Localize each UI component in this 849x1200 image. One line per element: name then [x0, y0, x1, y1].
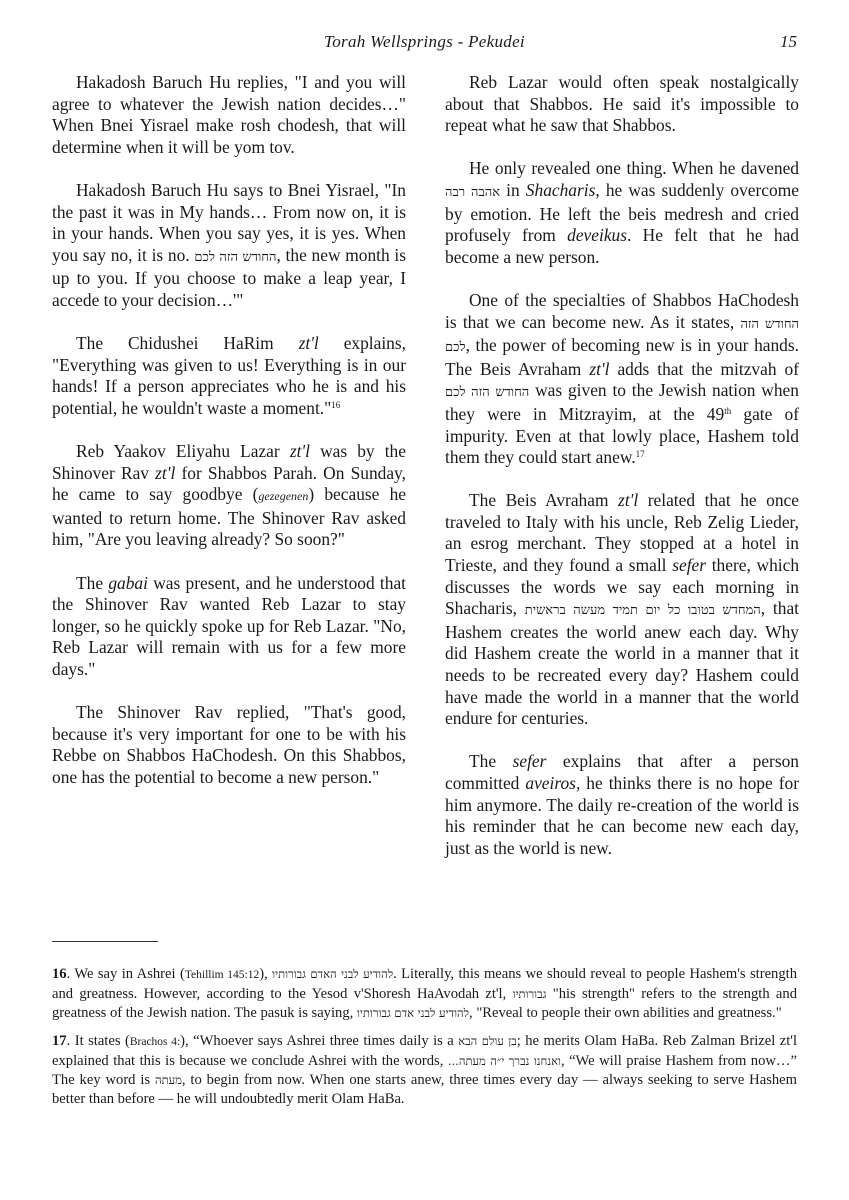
paragraph-text: The	[76, 572, 104, 593]
paragraph-text: adds that the mitzvah of	[617, 358, 799, 379]
footnote-text: "his strength" refers to the strength and greatness of the Jewish nation. The pasuk is saying,	[52, 986, 798, 1021]
hebrew-text: החודש הזה לכם	[194, 249, 277, 265]
honorific: zt'l	[289, 441, 310, 462]
paragraph-text: was given to the Jewish nation when they were in Mitzrayim, at the 49	[445, 380, 799, 424]
paragraph-text: explains that after a person committed	[445, 751, 799, 793]
italic-term: aveiros	[525, 773, 576, 793]
paragraph	[445, 158, 799, 268]
paragraph-text: ) because he wanted to return home. The Shinover Rav asked him, "Are you leaving already? So soon?"	[52, 484, 406, 550]
paragraph-text: The Beis Avraham	[469, 490, 609, 511]
paragraph	[52, 441, 406, 551]
paragraph-text: Hakadosh Baruch Hu says to Bnei Yisrael, "In the past it was in My hands… From now on, it is in your hands. When you say yes, it is yes. When you say no, it is no.	[52, 179, 406, 265]
honorific: zt'l	[618, 490, 639, 511]
honorific: zt'l	[298, 333, 319, 354]
footnote-17	[52, 1032, 797, 1109]
yiddish-term: gezegenen	[258, 489, 309, 504]
paragraph-text: , the power of becoming new is in your hands. The Beis Avraham	[445, 335, 799, 379]
hebrew-text: מעתה	[154, 1073, 182, 1087]
paragraph-text: Reb Lazar would often speak nostalgically about that Shabbos. He said it's impossible to repeat what he saw that Shabbos.	[445, 72, 799, 136]
italic-term: Shacharis	[525, 179, 596, 200]
hebrew-text: ואנחנו נברך י״ה מעתה...	[447, 1054, 561, 1068]
hebrew-text: אהבה רבה	[445, 184, 501, 200]
footnote-text: , "Reveal to people their own abilities and greatness."	[469, 1005, 782, 1021]
hebrew-text: המחדש בטובו כל יום תמיד מעשה בראשית	[524, 603, 761, 619]
paragraph-text: , that Hashem creates the world anew each day. Why did Hashem create the world in a manner that it needs to be recreated every day? Hashem could have made the world in a manner that the world endure for centuries.	[445, 598, 799, 729]
paragraph-text: explains, "Everything was given to us! Everything is in our hands! If a person appreciates who he is and his potential, he wouldn't waste a moment."	[52, 333, 406, 418]
footnote-number: 17	[52, 1033, 67, 1049]
paragraph	[445, 72, 799, 137]
paragraph-text: He only revealed one thing. When he davened	[469, 158, 799, 179]
paragraph-text: in	[506, 179, 520, 200]
paragraph-text: Hakadosh Baruch Hu replies, "I and you will agree to whatever the Jewish nation decides…" When Bnei Yisrael make rosh chodesh, that will determine when it will be yom tov.	[52, 72, 406, 157]
footnote-text: . We say in Ashrei (	[66, 966, 185, 982]
footnote-text: , “We will praise Hashem from now…” The key word is	[52, 1053, 798, 1088]
paragraph-text: The	[469, 751, 497, 772]
paragraph-text: One of the specialties of Shabbos HaChodesh is that we can become new. As it states,	[445, 289, 799, 332]
paragraph	[52, 702, 406, 788]
footnote-ref[interactable]: 17	[635, 449, 645, 460]
paragraph-text: , he was suddenly overcome by emotion. He left the beis medresh and cried profusely from	[445, 179, 799, 246]
left-column	[52, 72, 406, 789]
citation: Tehillim 145:12	[184, 969, 260, 981]
paragraph	[52, 180, 406, 312]
footnote-text: ; he merits Olam HaBa. Reb Zalman Brizel zt'l explained that this is because we conclude Ashrei with the words,	[52, 1033, 797, 1069]
paragraph-text: was by the Shinover Rav	[52, 441, 406, 483]
paragraph-text: Reb Yaakov Eliyahu Lazar	[76, 441, 280, 462]
hebrew-text: להודיע לבני האדם גבורותיו	[272, 967, 394, 981]
paragraph-text: gate of impurity. Even at that lowly place, Hashem told them they could start anew.	[445, 403, 799, 468]
italic-term: deveikus	[567, 225, 628, 246]
italic-term: gabai	[108, 572, 148, 593]
paragraph-text: The Chidushei HaRim	[76, 333, 274, 354]
paragraph-text: was present, and he understood that the Shinover Rav wanted Reb Lazar to stay longer, so he quickly spoke up for Reb Lazar. "No, Reb Lazar will remain with us for a few more days."	[52, 572, 406, 680]
footnote-text: , to begin from now. When one starts anew, three times every day — always seeking to serve Hashem better than before — he will undoubtedly merit Olam HaBa.	[52, 1072, 798, 1107]
hebrew-text: בן עולם הבא	[458, 1034, 517, 1048]
footnote-divider	[52, 941, 158, 942]
hebrew-text: להודיע לבני אדם גבורותיו	[356, 1006, 470, 1020]
italic-term: sefer	[672, 555, 707, 576]
footnote-ref[interactable]: 16	[331, 399, 341, 410]
footnotes	[52, 965, 797, 1118]
paragraph-text: related that he once traveled to Italy with his uncle, Reb Zelig Lieder, an esrog merchant. They stopped at a hotel in Trieste, and they found a small	[445, 490, 799, 576]
paragraph	[445, 490, 799, 730]
hebrew-text: החודש הזה לכם	[445, 316, 799, 356]
citation: Brachos 4:	[129, 1036, 181, 1048]
italic-term: sefer	[512, 751, 547, 772]
paragraph-text: . He felt that he had become a new person.	[445, 225, 799, 267]
paragraph	[52, 333, 406, 419]
paragraph-text: there, which discusses the words we say each morning in Shacharis,	[445, 555, 800, 619]
paragraph	[445, 751, 799, 859]
honorific: zt'l	[155, 462, 176, 483]
paragraph-text: , the new month is up to you. If you choose to make a leap year, I accede to your decision…'"	[52, 244, 406, 310]
honorific: zt'l	[589, 358, 610, 379]
footnote-text: . It states (	[66, 1033, 130, 1049]
paragraph-text: The Shinover Rav replied, "That's good, because it's very important for one to be with his Rebbe on Shabbos HaChodesh. On this Shabbos, one has the potential to become a new person."	[52, 702, 406, 787]
page-header	[52, 32, 797, 58]
paragraph-text: , he thinks there is no hope for him anymore. The daily re-creation of the world is his reminder that he can become new each day, just as the world is new.	[445, 773, 799, 858]
footnote-text: ), “Whoever says Ashrei three times daily is a	[180, 1033, 454, 1049]
hebrew-text: גבורותיו	[512, 987, 547, 1001]
page-number: 15	[780, 32, 797, 51]
paragraph	[52, 573, 406, 681]
paragraph	[445, 290, 799, 469]
footnote-text: ),	[259, 966, 268, 982]
ordinal-suffix: th	[724, 405, 732, 416]
footnote-text: . Literally, this means we should reveal to people Hashem's strength and greatness. However, according to the Yesod v'Shoresh HaAvodah zt'l,	[52, 966, 797, 1002]
running-title: Torah Wellsprings - Pekudei	[324, 32, 525, 51]
footnote-16	[52, 965, 797, 1023]
footnote-number: 16	[52, 966, 67, 982]
right-column	[445, 72, 799, 859]
paragraph-text: for Shabbos Parah. On Sunday, he came to say goodbye (	[52, 462, 406, 505]
hebrew-text: החודש הזה לכם	[445, 385, 530, 401]
paragraph	[52, 72, 406, 158]
